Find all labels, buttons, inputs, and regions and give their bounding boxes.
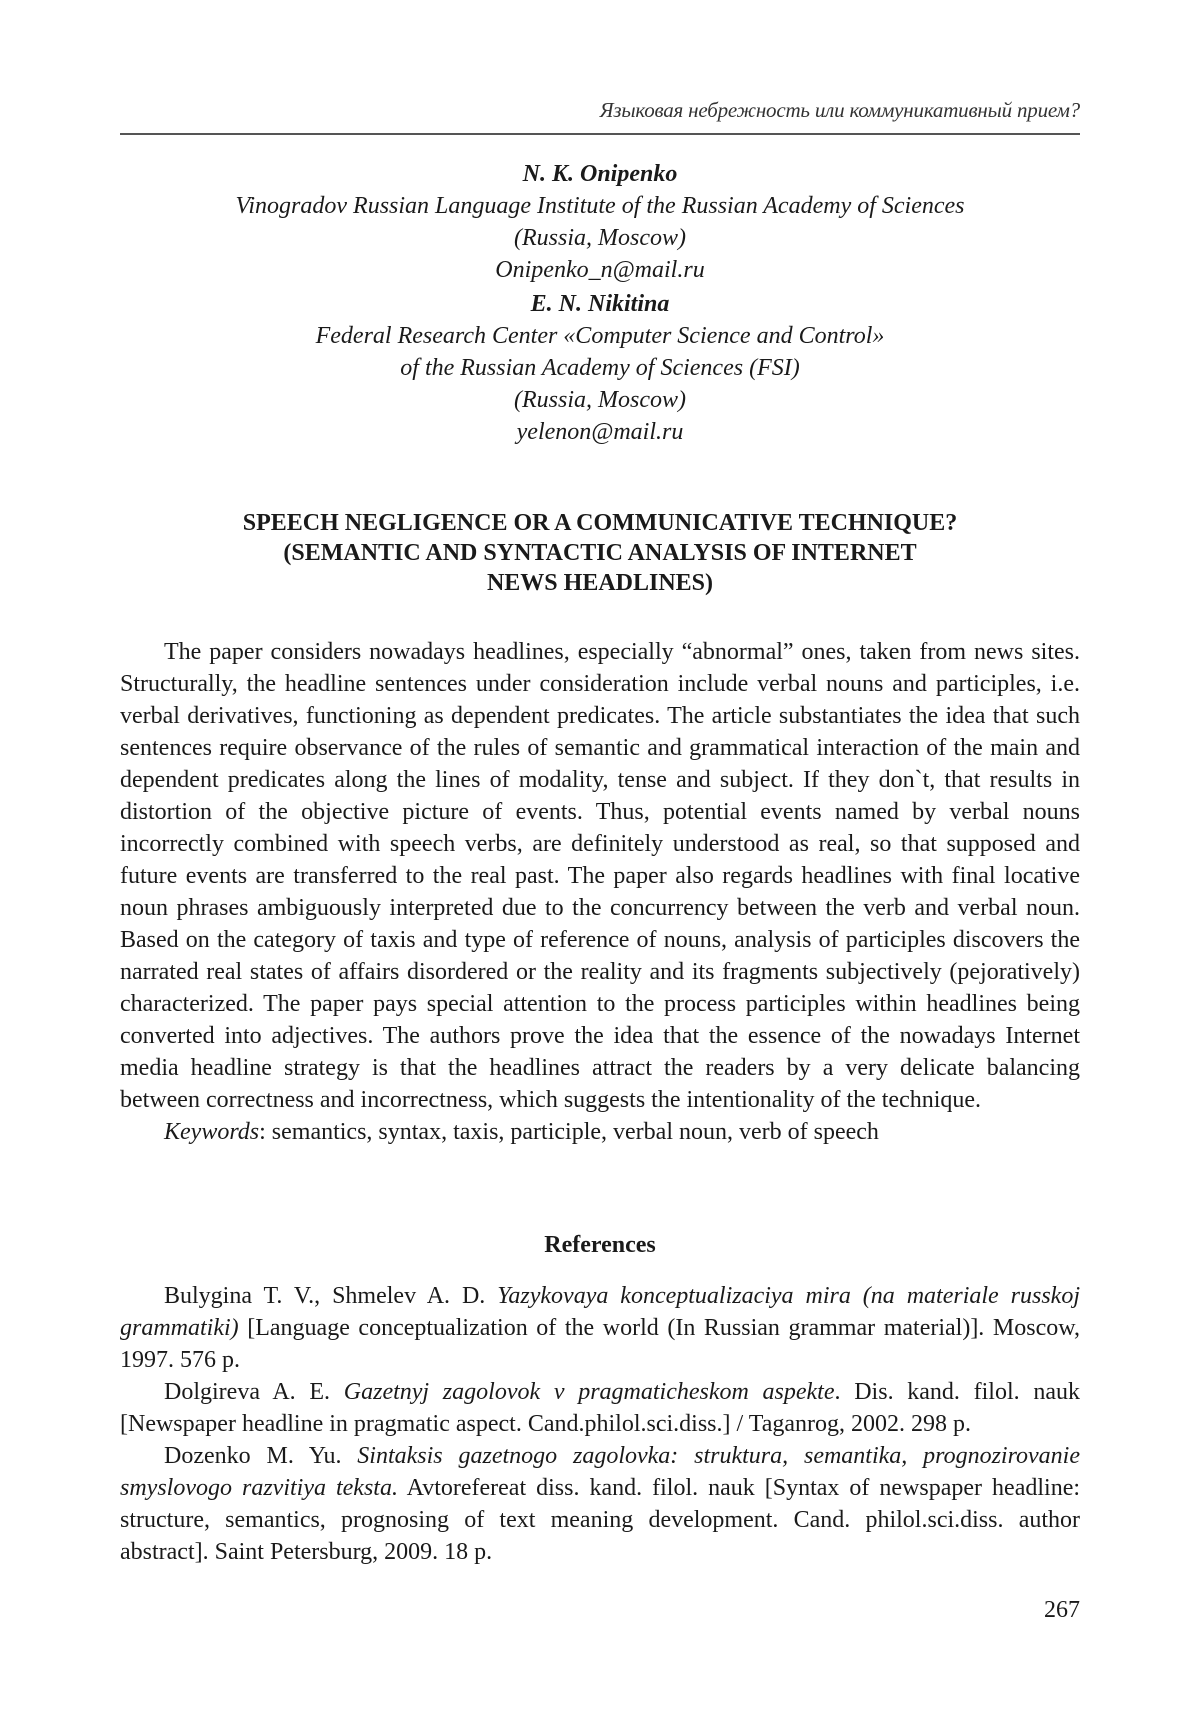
keywords: [120, 1116, 1080, 1148]
author-name: E. N. Nikitina: [530, 291, 670, 317]
reference-authors: Dolgireva A. E.: [164, 1379, 344, 1405]
reference-authors: Dozenko M. Yu.: [164, 1443, 358, 1469]
keywords-label: Keywords: [164, 1119, 260, 1145]
author-email: Onipenko_n@mail.ru: [495, 257, 705, 283]
title-line: SPEECH NEGLIGENCE OR A COMMUNICATIVE TECHNIQUE?: [242, 510, 958, 536]
reference-details: Avtorefereat diss. kand. filol. nauk [Syntax of newspaper headline: structure, semantics, prognosing of text meaning development. Cand. philol.sci.diss. author abstract]. Saint Petersburg, 2009. 18 p.: [120, 1475, 1081, 1565]
abstract-text: The paper considers nowadays headlines, especially “abnormal” ones, taken from news sites. Structurally, the headline sentences under consideration include verbal nouns and participles, i.e. verbal derivatives, functioning as dependent predicates. The article substantiates the idea that such sentences require observance of the rules of semantic and grammatical interaction of the main and dependent predicates along the lines of modality, tense and subject. If they don`t, that results in distortion of the objective picture of events. Thus, potential events named by verbal nouns incorrectly combined with speech verbs, are definitely understood as real, so that supposed and future events are transferred to the real past. The paper also regards headlines with final locative noun phrases ambiguously interpreted due to the concurrency between the verb and verbal noun. Based on the category of taxis and type of reference of nouns, analysis of participles discovers the narrated real states of affairs disordered or the reality and its fragments subjectively (pejoratively) characterized. The paper pays special attention to the process participles within headlines being converted into adjectives. The authors prove the idea that the essence of the nowadays Internet media headline strategy is that the headlines attract the readers by a very delicate balancing between correctness and incorrectness, which suggests the intentionality of the technique.: [120, 639, 1080, 1113]
author-location: (Russia, Moscow): [514, 387, 686, 413]
author-email: yelenon@mail.ru: [516, 419, 684, 445]
keywords-text: : semantics, syntax, taxis, participle, verbal noun, verb of speech: [259, 1119, 879, 1145]
author-2: [120, 288, 1080, 448]
author-affiliation: of the Russian Academy of Sciences (FSI): [400, 355, 800, 381]
author-location: (Russia, Moscow): [514, 225, 686, 251]
reference-authors: Bulygina T. V., Shmelev A. D.: [164, 1283, 498, 1309]
abstract: [120, 636, 1080, 1148]
page-number: 267: [1044, 1597, 1080, 1623]
reference-details: [Language conceptualization of the world (In Russian grammar material)]. Moscow, 1997. 576 p.: [120, 1315, 1080, 1373]
references-list: [120, 1280, 1080, 1568]
reference-item: [120, 1376, 1080, 1440]
author-name: N. K. Onipenko: [522, 161, 678, 187]
title-line: (SEMANTIC AND SYNTACTIC ANALYSIS OF INTERNET: [283, 540, 917, 566]
article-title: [120, 508, 1080, 598]
reference-title: Gazetnyj zagolovok v pragmaticheskom aspekte: [343, 1379, 835, 1405]
reference-item: [120, 1280, 1080, 1376]
author-1: [120, 158, 1080, 286]
reference-title: Yazykovaya konceptualizaciya mira (na materiale russkoj grammatiki): [120, 1283, 1080, 1341]
header-rule: [120, 133, 1080, 135]
reference-details: . Dis. kand. filol. nauk [Newspaper headline in pragmatic aspect. Cand.philol.sci.diss.] / Taganrog, 2002. 298 p.: [120, 1379, 1081, 1437]
author-affiliation: Federal Research Center «Computer Science and Control»: [315, 323, 885, 349]
references-heading: References: [544, 1232, 656, 1258]
author-affiliation: Vinogradov Russian Language Institute of the Russian Academy of Sciences: [235, 193, 965, 219]
title-line: NEWS HEADLINES): [486, 570, 714, 596]
reference-item: [120, 1440, 1080, 1568]
authors-block: [120, 158, 1080, 448]
reference-title: Sintaksis gazetnogo zagolovka: struktura, semantika, prognozirovanie smyslovogo razvitiya teksta.: [120, 1443, 1081, 1501]
running-head: Языковая небрежность или коммуникативный прием?: [599, 98, 1080, 122]
